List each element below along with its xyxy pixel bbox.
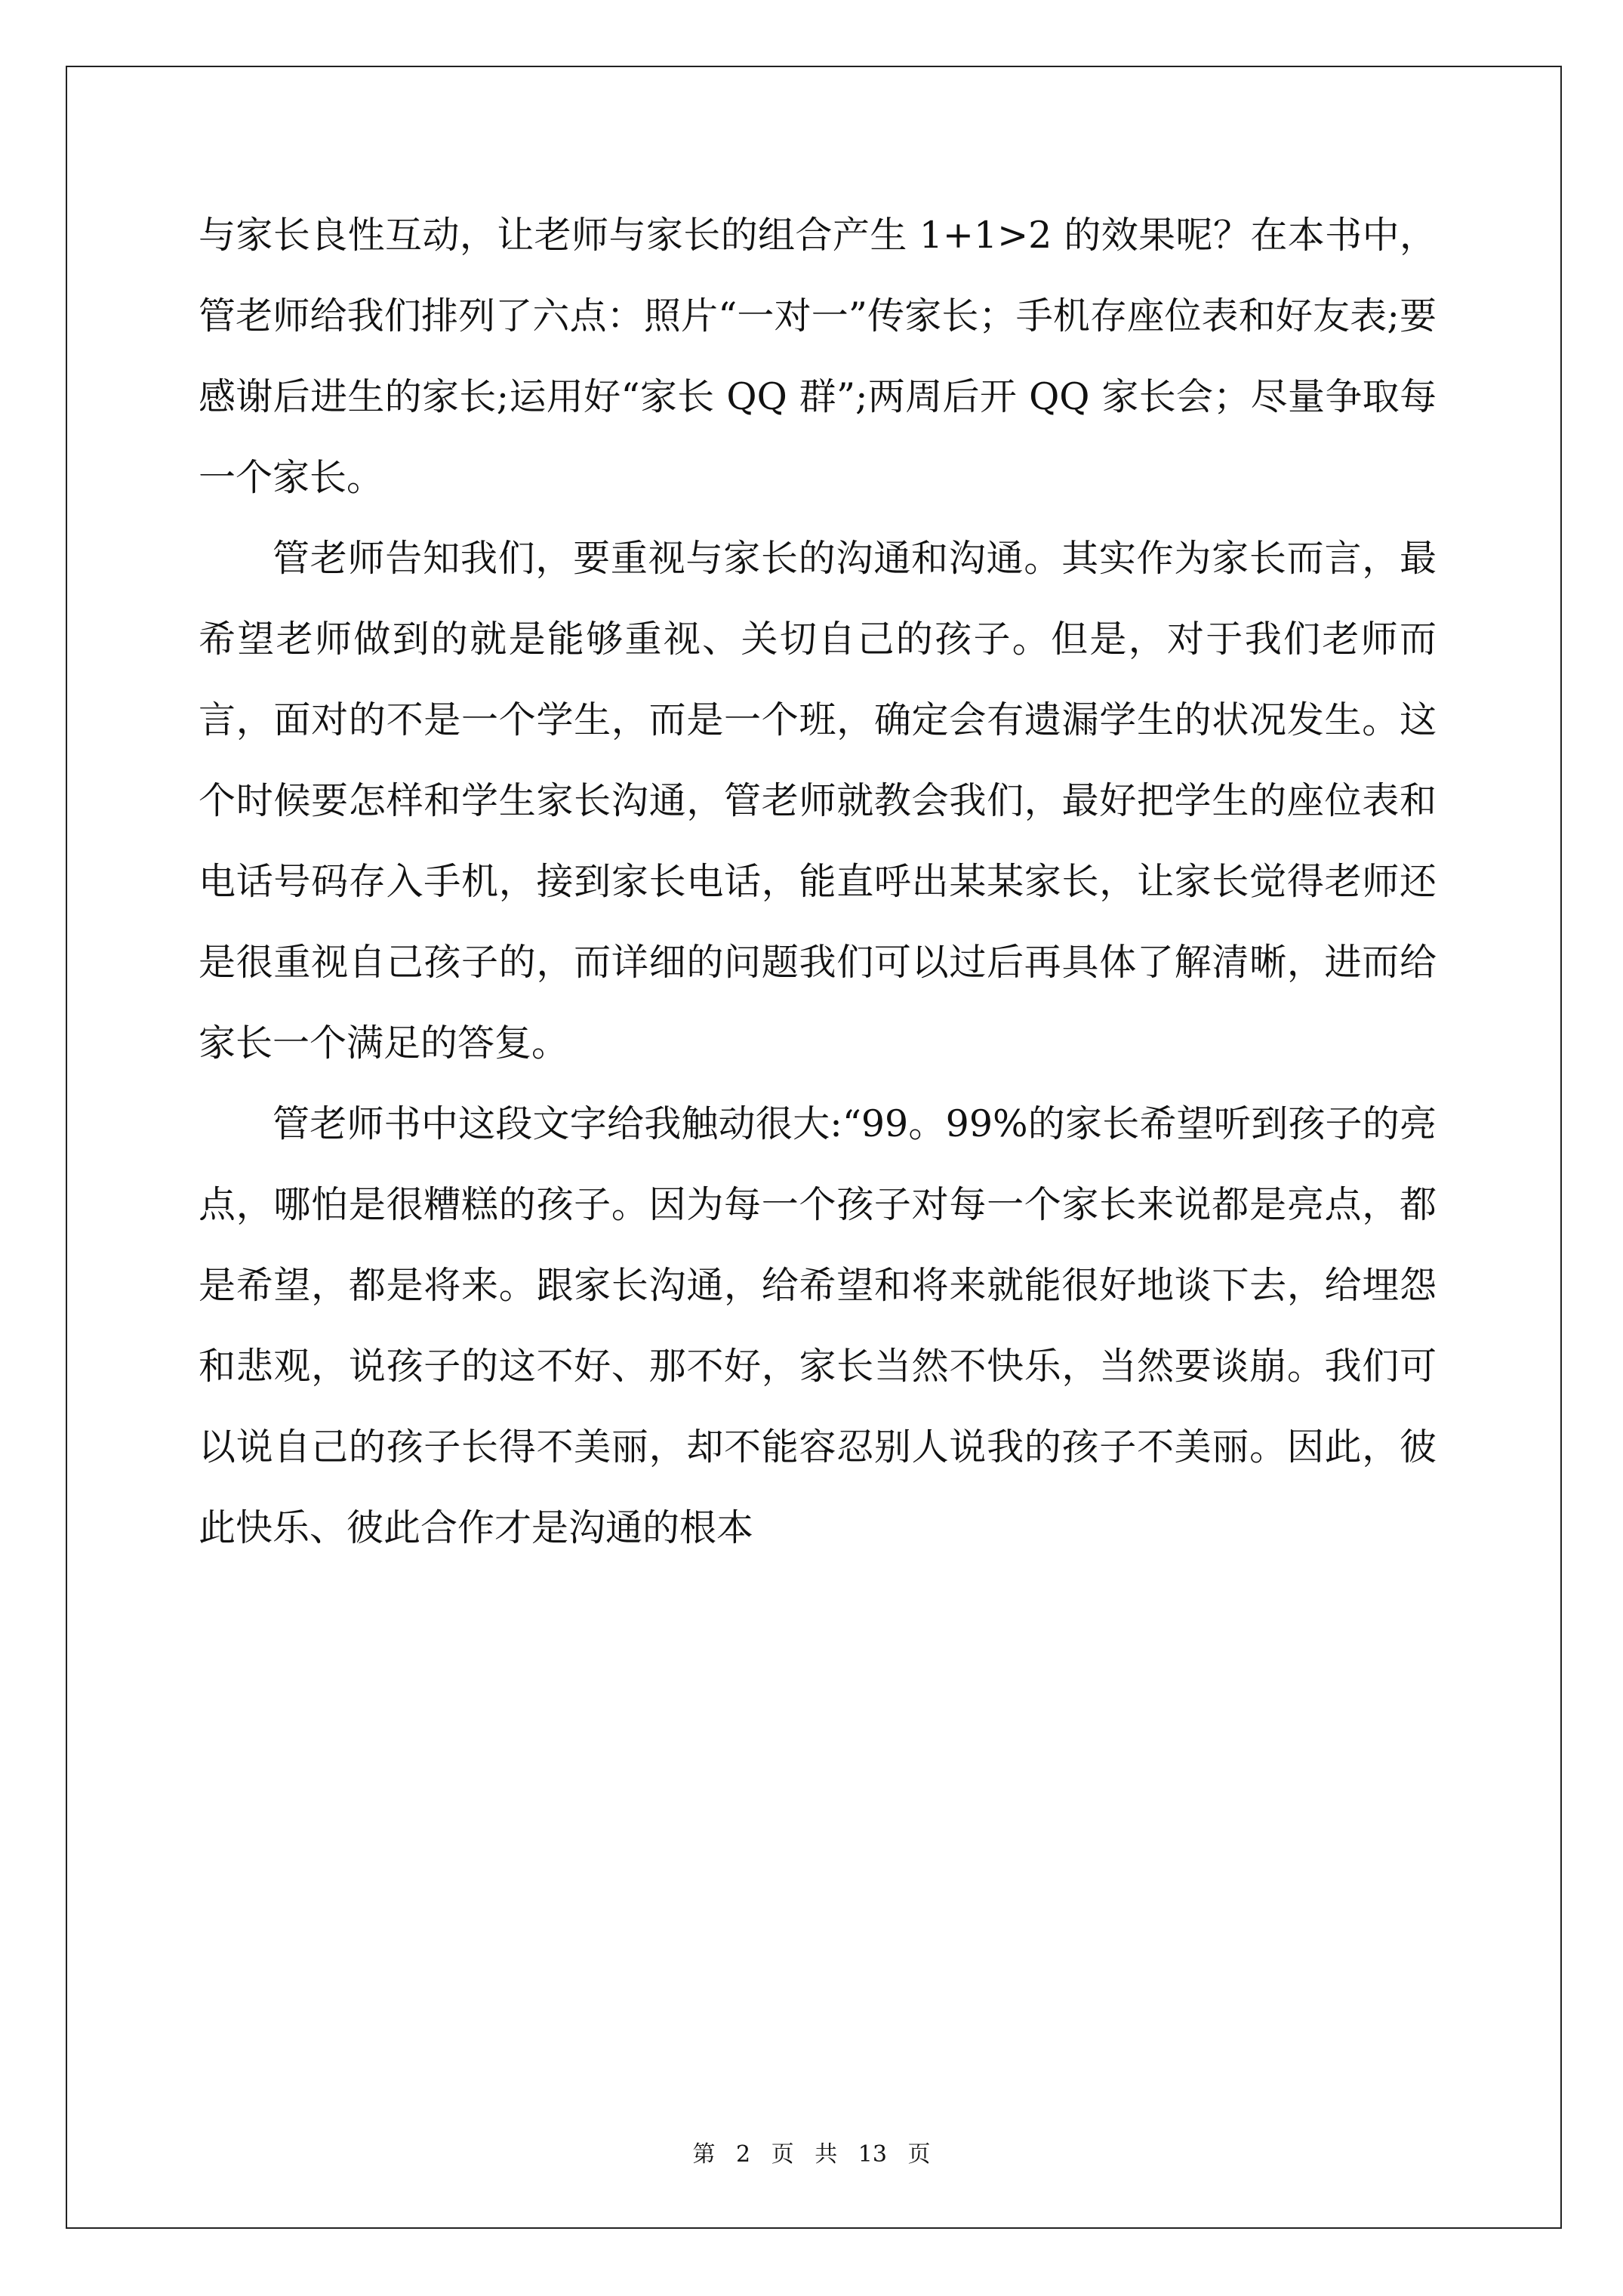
document-body [199, 195, 1437, 1568]
paragraph-1: 与家长良性互动，让老师与家长的组合产生 1+1>2 的效果呢？在本书中，管老师给我们排列了六点：照片“一对一”传家长；手机存座位表和好友表;要感谢后进生的家长;运用好“家长 QQ 群”;两周后开 QQ 家长会；尽量争取每一个家长。 [199, 214, 1437, 499]
paragraph-3: 管老师书中这段文字给我触动很大:“99。99%的家长希望听到孩子的亮点，哪怕是很糟糕的孩子。因为每一个孩子对每一个家长来说都是亮点，都是希望，都是将来。跟家长沟通，给希望和将来就能很好地谈下去，给埋怨和悲观，说孩子的这不好、那不好，家长当然不快乐，当然要谈崩。我们可以说自己的孩子长得不美丽，却不能容忍别人说我的孩子不美丽。因此，彼此快乐、彼此合作才是沟通的根本 [199, 1102, 1437, 1549]
page-footer [0, 2135, 1623, 2168]
page-total: 共 13 页 [815, 2141, 931, 2168]
paragraph-2: 管老师告知我们，要重视与家长的沟通和沟通。其实作为家长而言，最希望老师做到的就是能够重视、关切自己的孩子。但是，对于我们老师而言，面对的不是一个学生，而是一个班，确定会有遗漏学生的状况发生。这个时候要怎样和学生家长沟通，管老师就教会我们，最好把学生的座位表和电话号码存入手机，接到家长电话，能直呼出某某家长，让家长觉得老师还是很重视自己孩子的，而详细的问题我们可以过后再具体了解清晰，进而给家长一个满足的答复。 [199, 537, 1437, 1065]
page-number: 第 2 页 [692, 2141, 794, 2168]
